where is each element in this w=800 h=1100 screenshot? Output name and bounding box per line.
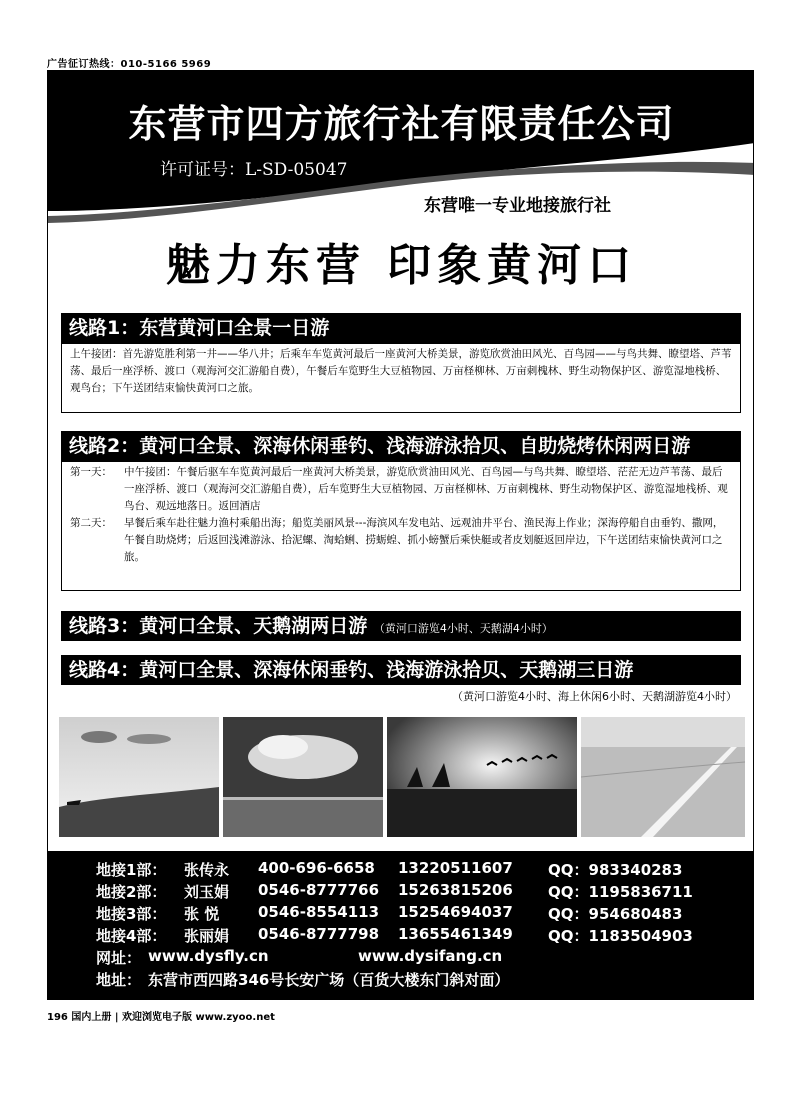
route-2-day-2: [70, 515, 732, 566]
route-1-body: 上午接团：首先游览胜利第一井——华八井；后乘车车览黄河最后一座黄河大桥美景，游览欣赏油田风光、百鸟园——与鸟共舞、瞭望塔、芦苇荡、最后一座浮桥、渡口（观海河交汇游船自费），午餐后车览野生大豆植物园、万亩柽柳林、万亩刺槐林、野生动物保护区、游览湿地栈桥、观鸟台；下午送团结束愉快黄河口之旅。: [70, 348, 732, 394]
contact-mobile: 15254694037: [398, 903, 513, 921]
contact-mobile: 13655461349: [398, 925, 513, 943]
license-number: 许可证号：L-SD-05047: [160, 160, 348, 180]
contact-qq: QQ：1195836711: [548, 883, 693, 901]
address-label: 地址：: [96, 971, 142, 989]
contact-phone: 400-696-6658: [258, 859, 375, 877]
route-2-title-bar: [61, 431, 741, 461]
website-url-1[interactable]: www.dysfly.cn: [148, 947, 269, 965]
route-2-day-1: [70, 464, 732, 515]
photo-wetland-boardwalk: [581, 717, 745, 837]
photo-misty-lake: [59, 717, 219, 837]
dept-label: 地接1部：: [96, 861, 167, 879]
route-2-title: 线路2：黄河口全景、深海休闲垂钓、浅海游泳拾贝、自助烧烤休闲两日游: [69, 435, 691, 457]
route-4-title: 线路4：黄河口全景、深海休闲垂钓、浅海游泳拾贝、天鹅湖三日游: [69, 659, 634, 681]
contact-qq: QQ：983340283: [548, 861, 683, 879]
tagline: 东营唯一专业地接旅行社: [424, 196, 611, 216]
slogan: 魅力东营 印象黄河口: [165, 240, 638, 291]
address-text: 东营市西四路346号长安广场（百货大楼东门斜对面）: [148, 971, 510, 989]
contact-phone: 0546-8777766: [258, 881, 380, 899]
contact-mobile: 15263815206: [398, 881, 513, 899]
dept-label: 地接2部：: [96, 883, 167, 901]
day-1-label: 第一天：: [70, 466, 112, 478]
route-3-title: 线路3：黄河口全景、天鹅湖两日游: [69, 615, 368, 637]
dept-label: 地接4部：: [96, 927, 167, 945]
route-1-title-bar: [61, 313, 741, 343]
route-3-title-bar: [61, 611, 741, 641]
ad-hotline: 广告征订热线：010-5166 5969: [47, 59, 212, 70]
day-2-text: 早餐后乘车赴往魅力渔村乘船出海；船览美丽风景---海滨风车发电站、远观油井平台、渔民海上作业；深海停船自由垂钓、撒网，午餐自助烧烤；后返回浅滩游泳、拾泥螺、淘蛤蜊、捞蛎蝗、抓小螃蟹后乘快艇或者皮划艇返回岸边，下午送团结束愉快黄河口之旅。: [124, 517, 724, 563]
ad-frame: [47, 70, 754, 1000]
route-3-note: （黄河口游览4小时、天鹅湖4小时）: [373, 622, 553, 635]
page-footer: 196 国内上册 | 欢迎浏览电子版 www.zyoo.net: [47, 1012, 275, 1023]
dept-label: 地接3部：: [96, 905, 167, 923]
contact-name: 张 悦: [184, 905, 220, 923]
route-1-itinerary: [61, 343, 741, 413]
photo-oil-pumps-birds: [387, 717, 577, 837]
website-url-2[interactable]: www.dysifang.cn: [358, 947, 503, 965]
contact-block: [48, 851, 754, 1000]
contact-name: 张传永: [184, 861, 230, 879]
website-label: 网址：: [96, 949, 142, 967]
route-4-title-bar: [61, 655, 741, 685]
day-2-label: 第二天：: [70, 517, 112, 529]
contact-mobile: 13220511607: [398, 859, 513, 877]
contact-qq: QQ：954680483: [548, 905, 683, 923]
route-2-itinerary: [61, 461, 741, 591]
day-1-text: 中午接团：午餐后驱车车览黄河最后一座黄河大桥美景，游览欣赏油田风光、百鸟园—与鸟共舞、瞭望塔、茫茫无边芦苇荡、最后一座浮桥、渡口（观海河交汇游船自费），后车览野生大豆植物园、万亩柽柳林、万亩刺槐林、野生动物保护区、游览湿地栈桥、观鸟台、观远地落日。返回酒店: [124, 466, 728, 512]
contact-name: 刘玉娟: [184, 883, 230, 901]
contact-name: 张丽娟: [184, 927, 230, 945]
route-1-title: 线路1：东营黄河口全景一日游: [69, 317, 330, 339]
contact-phone: 0546-8777798: [258, 925, 380, 943]
contact-phone: 0546-8554113: [258, 903, 380, 921]
contact-qq: QQ：1183504903: [548, 927, 693, 945]
photo-strip: [59, 717, 745, 837]
photo-sky-clouds: [223, 717, 383, 837]
company-name: 东营市四方旅行社有限责任公司: [128, 102, 675, 146]
route-4-note: （黄河口游览4小时、海上休闲6小时、天鹅湖游览4小时）: [452, 690, 737, 703]
